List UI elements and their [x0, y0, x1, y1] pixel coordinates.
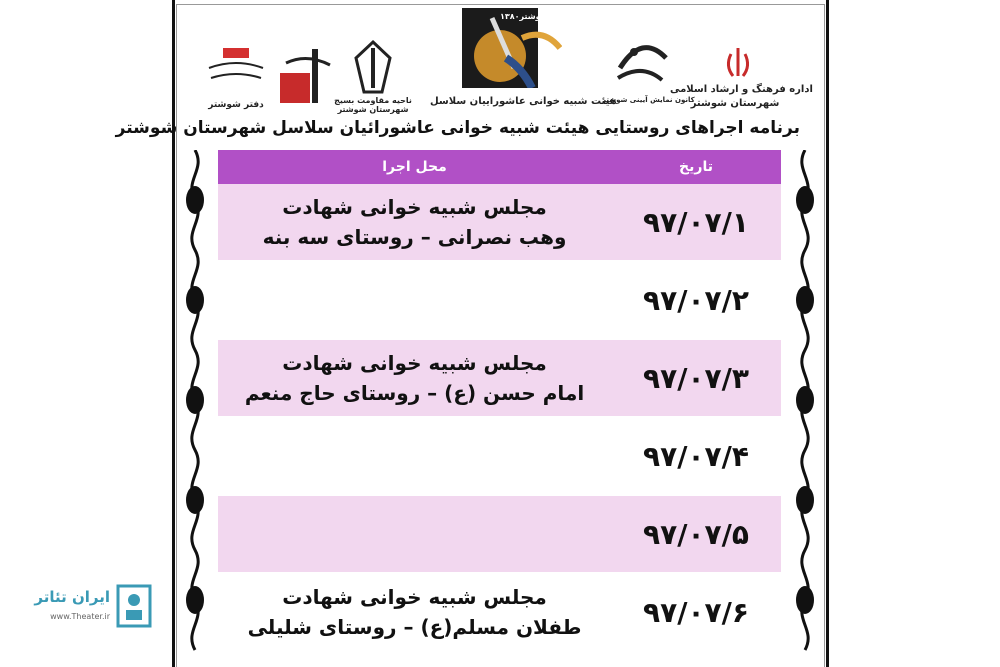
hey-at-caption: هیئت شبیه خوانی عاشوراییان سلاسل	[430, 96, 617, 107]
logos-bar	[200, 8, 813, 118]
table-row	[218, 496, 781, 574]
table-header	[218, 150, 781, 184]
ministry-caption-1: اداره فرهنگ و ارشاد اسلامی	[670, 84, 813, 95]
schedule-table	[218, 150, 781, 652]
row-place-line1: مجلس شبیه خوانی شهادت	[282, 351, 547, 375]
theatre-org-caption: کانون نمایش آیینی شوشتر	[602, 96, 695, 104]
row-place	[218, 262, 611, 338]
ministry-logo-icon	[723, 46, 753, 82]
table-row	[218, 262, 781, 340]
hey-at-badge: شوشتر۱۳۸۰	[500, 12, 549, 21]
table-row	[218, 340, 781, 418]
right-ornament-icon	[786, 150, 824, 660]
watermark-title: ایران تئاتر	[34, 588, 110, 606]
row-place-line2: طفلان مسلم(ع) – روستای شلیلی	[247, 615, 582, 639]
theatre-org-logo-icon	[612, 38, 672, 94]
association-logo-icon	[205, 46, 267, 96]
theater-logo-icon	[114, 582, 154, 630]
watermark-url: www.Theater.ir	[50, 612, 110, 621]
row-date: ۹۷/۰۷/۳	[643, 361, 749, 395]
basij-logo-icon	[348, 38, 398, 96]
row-place	[218, 496, 611, 572]
association-caption: دفتر شوشتر	[208, 100, 264, 110]
row-place-line2: وهب نصرانی – روستای سه بنه	[262, 225, 567, 249]
row-date: ۹۷/۰۷/۴	[643, 439, 749, 473]
left-ornament-icon	[176, 150, 214, 660]
row-place	[218, 574, 611, 650]
column-header-date: تاریخ	[679, 159, 713, 175]
row-date: ۹۷/۰۷/۵	[643, 517, 749, 551]
row-date: ۹۷/۰۷/۱	[643, 205, 749, 239]
row-place	[218, 418, 611, 494]
row-place-line1: مجلس شبیه خوانی شهادت	[282, 585, 547, 609]
column-header-place: محل اجرا	[382, 159, 447, 175]
table-row	[218, 184, 781, 262]
row-date: ۹۷/۰۷/۲	[643, 283, 749, 317]
row-place-line2: امام حسن (ع) – روستای حاج منعم	[244, 381, 585, 405]
table-row	[218, 574, 781, 652]
page-title: برنامه اجراهای روستایی هیئت شبیه خوانی عاشورائیان سلاسل شهرستان شوشتر	[115, 118, 800, 138]
table-row	[218, 418, 781, 496]
basij-caption: ناحیه مقاومت بسیج شهرستان شوشتر	[334, 96, 412, 114]
row-date: ۹۷/۰۷/۶	[643, 595, 749, 629]
row-place-line1: مجلس شبیه خوانی شهادت	[282, 195, 547, 219]
ministry-caption-2: شهرستان شوشتر	[690, 98, 780, 109]
row-place	[218, 184, 611, 260]
row-place	[218, 340, 611, 416]
watermark	[8, 582, 158, 630]
